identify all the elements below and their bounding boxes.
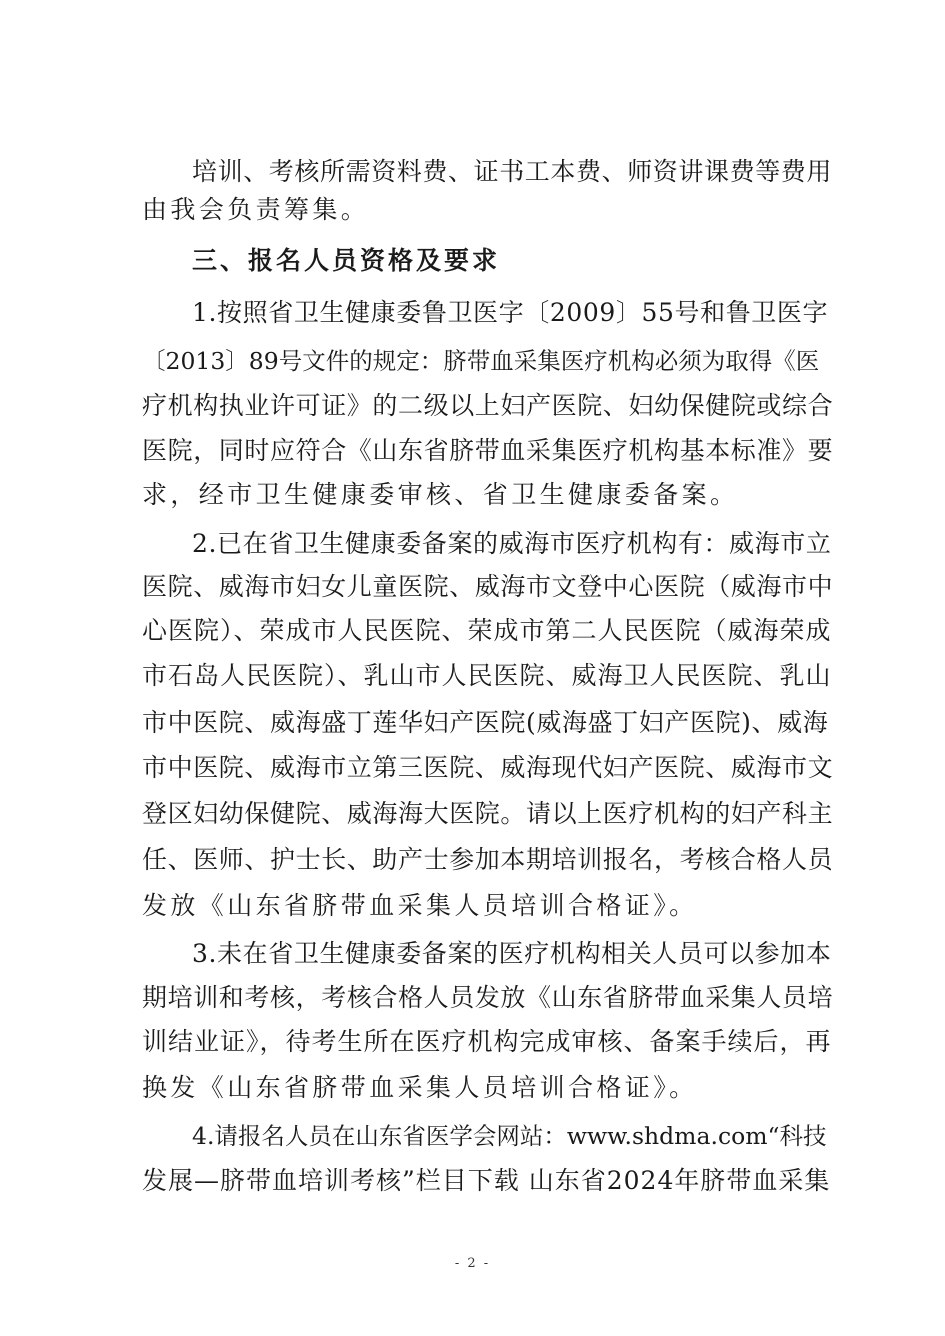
- text-line: 市中医院、威海市立第三医院、威海现代妇产医院、威海市文: [142, 753, 834, 782]
- text-line: 求，经市卫生健康委审核、省卫生健康委备案。: [142, 480, 739, 509]
- text-line: 发放《山东省脐带血采集人员培训合格证》。: [142, 891, 698, 920]
- text-line: 4.请报名人员在山东省医学会网站：www.shdma.com“科技: [192, 1122, 827, 1150]
- text-line: 心医院）、荣成市人民医院、荣成市第二人民医院（威海荣成: [142, 616, 832, 645]
- text-line: 登区妇幼保健院、威海海大医院。请以上医疗机构的妇产科主: [142, 799, 834, 828]
- text-line: 训结业证》，待考生所在医疗机构完成审核、备案手续后，再: [142, 1027, 832, 1056]
- text-line: 医院，同时应符合《山东省脐带血采集医疗机构基本标准》要: [142, 436, 834, 465]
- text-line: 换发《山东省脐带血采集人员培训合格证》。: [142, 1073, 698, 1102]
- text-line: 市石岛人民医院）、乳山市人民医院、威海卫人民医院、乳山: [142, 661, 832, 690]
- text-line: 市中医院、威海盛丁莲华妇产医院(威海盛丁妇产医院)、威海: [142, 708, 829, 737]
- page-number: - 2 -: [454, 1256, 491, 1271]
- text-line: 疗机构执业许可证》的二级以上妇产医院、妇幼保健院或综合: [142, 391, 834, 420]
- text-line: 由我会负责筹集。: [142, 195, 370, 224]
- text-line: 1.按照省卫生健康委鲁卫医字〔2009〕55号和鲁卫医字: [192, 298, 829, 327]
- text-line: 医院、威海市妇女儿童医院、威海市文登中心医院（威海市中: [142, 572, 834, 601]
- text-line: 任、医师、护士长、助产士参加本期培训报名，考核合格人员: [142, 845, 834, 874]
- text-line: 期培训和考核，考核合格人员发放《山东省脐带血采集人员培: [142, 983, 834, 1012]
- text-line: 3.未在省卫生健康委备案的医疗机构相关人员可以参加本: [192, 939, 832, 968]
- text-line: 2.已在省卫生健康委备案的威海市医疗机构有：威海市立: [192, 529, 832, 558]
- text-line: 发展—脐带血培训考核”栏目下载 山东省2024年脐带血采集: [142, 1166, 831, 1195]
- section-heading: 三、报名人员资格及要求: [192, 246, 501, 275]
- text-line: 培训、考核所需资料费、证书工本费、师资讲课费等费用: [192, 157, 833, 186]
- text-line: 〔2013〕89号文件的规定：脐带血采集医疗机构必须为取得《医: [142, 347, 820, 375]
